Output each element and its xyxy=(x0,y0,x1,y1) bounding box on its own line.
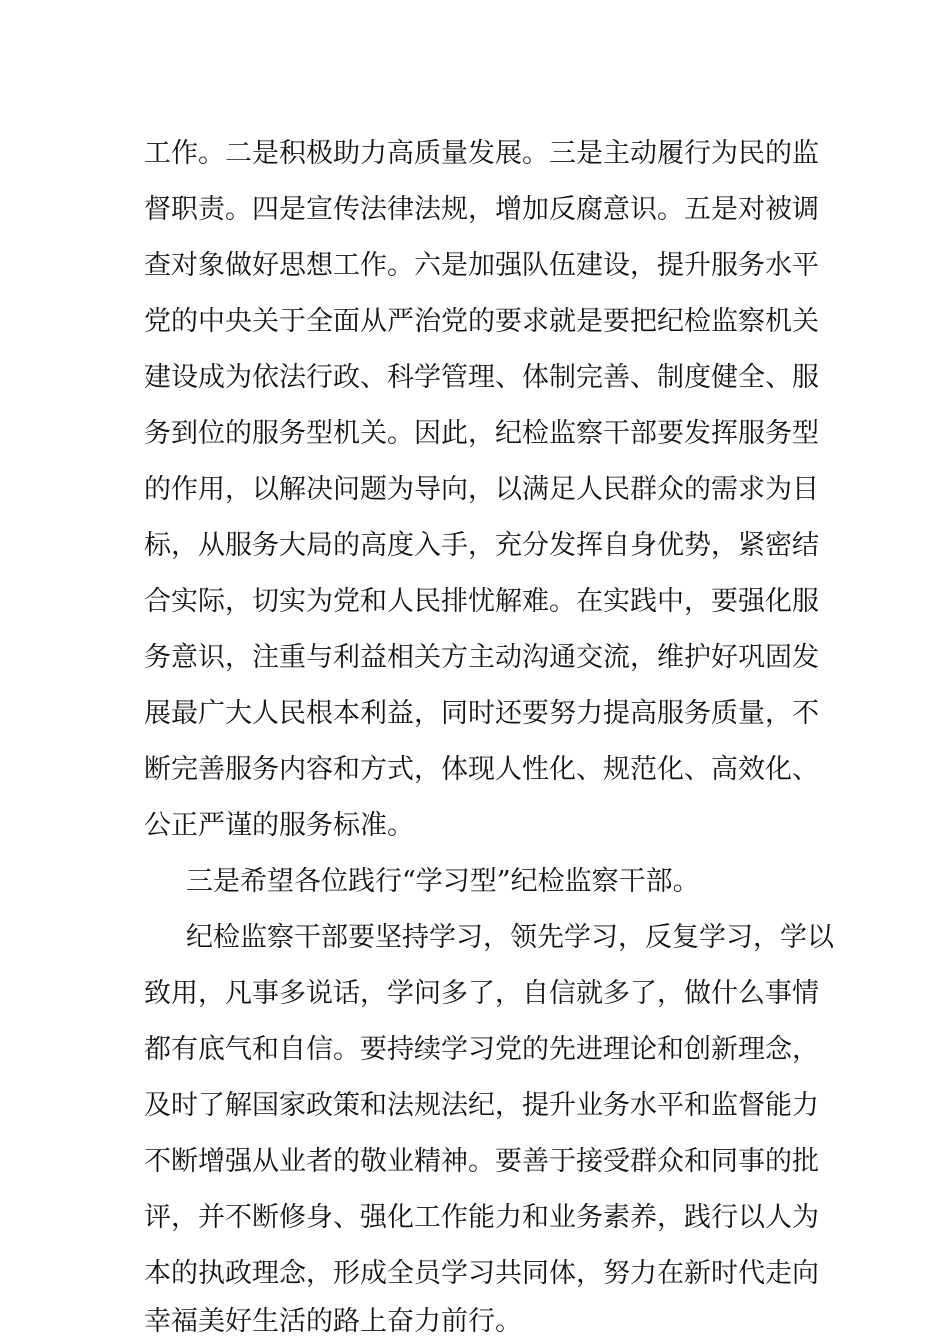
text-line: 展最广大人民根本利益，同时还要努力提高服务质量，不 xyxy=(144,698,819,729)
text-line: 都有底气和自信。要持续学习党的先进理论和创新理念， xyxy=(144,1034,819,1065)
text-line: 本的执政理念，形成全员学习共同体，努力在新时代走向 xyxy=(144,1258,819,1289)
section-heading: 三是希望各位践行“学习型”纪检监察干部。 xyxy=(186,866,700,897)
text-line: 不断增强从业者的敬业精神。要善于接受群众和同事的批 xyxy=(144,1146,819,1177)
text-line: 工作。二是积极助力高质量发展。三是主动履行为民的监 xyxy=(144,138,819,169)
text-line: 幸福美好生活的路上奋力前行。 xyxy=(144,1306,522,1337)
text-line: 公正严谨的服务标准。 xyxy=(144,810,414,841)
text-line: 致用，凡事多说话，学问多了，自信就多了，做什么事情 xyxy=(144,978,819,1009)
text-line: 断完善服务内容和方式，体现人性化、规范化、高效化、 xyxy=(144,754,819,785)
text-line: 督职责。四是宣传法律法规，增加反腐意识。五是对被调 xyxy=(144,194,819,225)
text-line: 党的中央关于全面从严治党的要求就是要把纪检监察机关 xyxy=(144,306,819,337)
text-line: 纪检监察干部要坚持学习，领先学习，反复学习，学以 xyxy=(186,922,834,953)
text-line: 评，并不断修身、强化工作能力和业务素养，践行以人为 xyxy=(144,1202,819,1233)
text-line: 标，从服务大局的高度入手，充分发挥自身优势，紧密结 xyxy=(144,530,819,561)
text-line: 查对象做好思想工作。六是加强队伍建设，提升服务水平 xyxy=(144,250,819,281)
text-line: 建设成为依法行政、科学管理、体制完善、制度健全、服 xyxy=(144,362,819,393)
text-line: 合实际，切实为党和人民排忧解难。在实践中，要强化服 xyxy=(144,586,819,617)
text-line: 务意识，注重与利益相关方主动沟通交流，维护好巩固发 xyxy=(144,642,819,673)
text-line: 务到位的服务型机关。因此，纪检监察干部要发挥服务型 xyxy=(144,418,819,449)
text-line: 及时了解国家政策和法规法纪，提升业务水平和监督能力 xyxy=(144,1090,819,1121)
text-line: 的作用，以解决问题为导向，以满足人民群众的需求为目 xyxy=(144,474,819,505)
